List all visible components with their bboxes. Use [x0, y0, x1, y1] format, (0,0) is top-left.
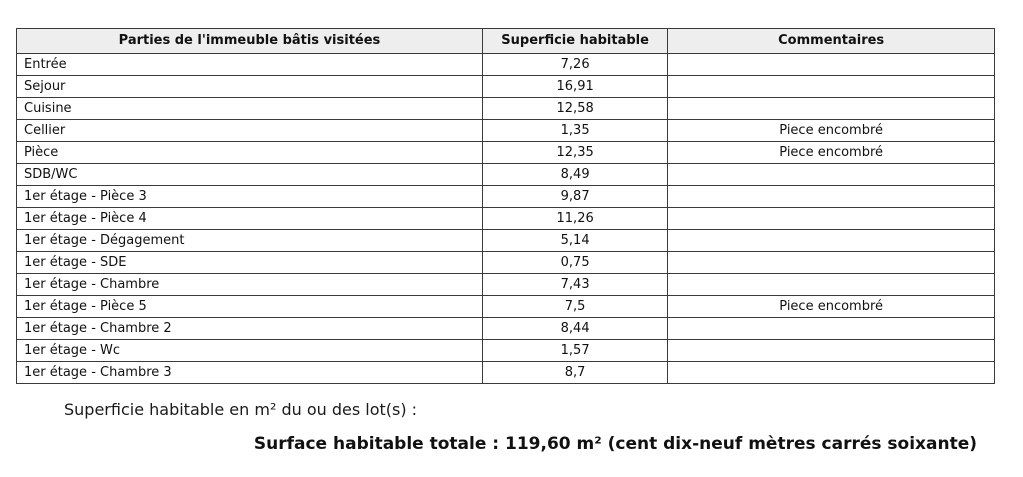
total-surface-statement: Surface habitable totale : 119,60 m² (cent dix-neuf mètres carrés soixante) — [253, 434, 977, 454]
cell-area: 7,5 — [482, 296, 667, 318]
cell-part: 1er étage - Chambre — [17, 274, 483, 296]
cell-part: SDB/WC — [17, 164, 483, 186]
cell-area: 1,35 — [482, 120, 667, 142]
cell-area: 8,49 — [482, 164, 667, 186]
cell-comment — [668, 76, 995, 98]
cell-area: 7,26 — [482, 54, 667, 76]
cell-comment — [668, 186, 995, 208]
cell-comment: Piece encombré — [668, 120, 995, 142]
cell-area: 8,7 — [482, 362, 667, 384]
table-row — [17, 98, 995, 120]
cell-comment — [668, 208, 995, 230]
cell-part: 1er étage - Pièce 3 — [17, 186, 483, 208]
cell-comment — [668, 54, 995, 76]
cell-comment — [668, 252, 995, 274]
cell-part: Cellier — [17, 120, 483, 142]
cell-part: Cuisine — [17, 98, 483, 120]
cell-area: 5,14 — [482, 230, 667, 252]
header-part: Parties de l'immeuble bâtis visitées — [17, 29, 483, 54]
table-row — [17, 164, 995, 186]
header-comment: Commentaires — [668, 29, 995, 54]
cell-area: 12,58 — [482, 98, 667, 120]
cell-area: 11,26 — [482, 208, 667, 230]
cell-comment — [668, 274, 995, 296]
cell-part: 1er étage - Wc — [17, 340, 483, 362]
cell-comment — [668, 318, 995, 340]
table-row — [17, 274, 995, 296]
table-row — [17, 186, 995, 208]
cell-comment: Piece encombré — [668, 296, 995, 318]
cell-comment — [668, 230, 995, 252]
table-row — [17, 54, 995, 76]
cell-part: Entrée — [17, 54, 483, 76]
table-row — [17, 230, 995, 252]
cell-part: 1er étage - Pièce 4 — [17, 208, 483, 230]
table-row — [17, 318, 995, 340]
cell-area: 12,35 — [482, 142, 667, 164]
table-row — [17, 340, 995, 362]
lot-surface-label: Superficie habitable en m² du ou des lot(s) : — [64, 400, 418, 419]
cell-part: 1er étage - SDE — [17, 252, 483, 274]
surface-table — [16, 28, 995, 384]
cell-comment — [668, 164, 995, 186]
table-row — [17, 252, 995, 274]
cell-comment — [668, 362, 995, 384]
cell-part: 1er étage - Dégagement — [17, 230, 483, 252]
cell-part: Pièce — [17, 142, 483, 164]
cell-area: 9,87 — [482, 186, 667, 208]
cell-area: 16,91 — [482, 76, 667, 98]
cell-comment: Piece encombré — [668, 142, 995, 164]
table-row — [17, 76, 995, 98]
table-row — [17, 362, 995, 384]
cell-comment — [668, 98, 995, 120]
table-row — [17, 296, 995, 318]
cell-comment — [668, 340, 995, 362]
table-row — [17, 208, 995, 230]
cell-area: 8,44 — [482, 318, 667, 340]
cell-area: 7,43 — [482, 274, 667, 296]
cell-part: Sejour — [17, 76, 483, 98]
cell-area: 0,75 — [482, 252, 667, 274]
cell-part: 1er étage - Chambre 2 — [17, 318, 483, 340]
table-header-row — [17, 29, 995, 54]
cell-part: 1er étage - Pièce 5 — [17, 296, 483, 318]
cell-part: 1er étage - Chambre 3 — [17, 362, 483, 384]
cell-area: 1,57 — [482, 340, 667, 362]
table-row — [17, 142, 995, 164]
header-area: Superficie habitable — [482, 29, 667, 54]
table-row — [17, 120, 995, 142]
